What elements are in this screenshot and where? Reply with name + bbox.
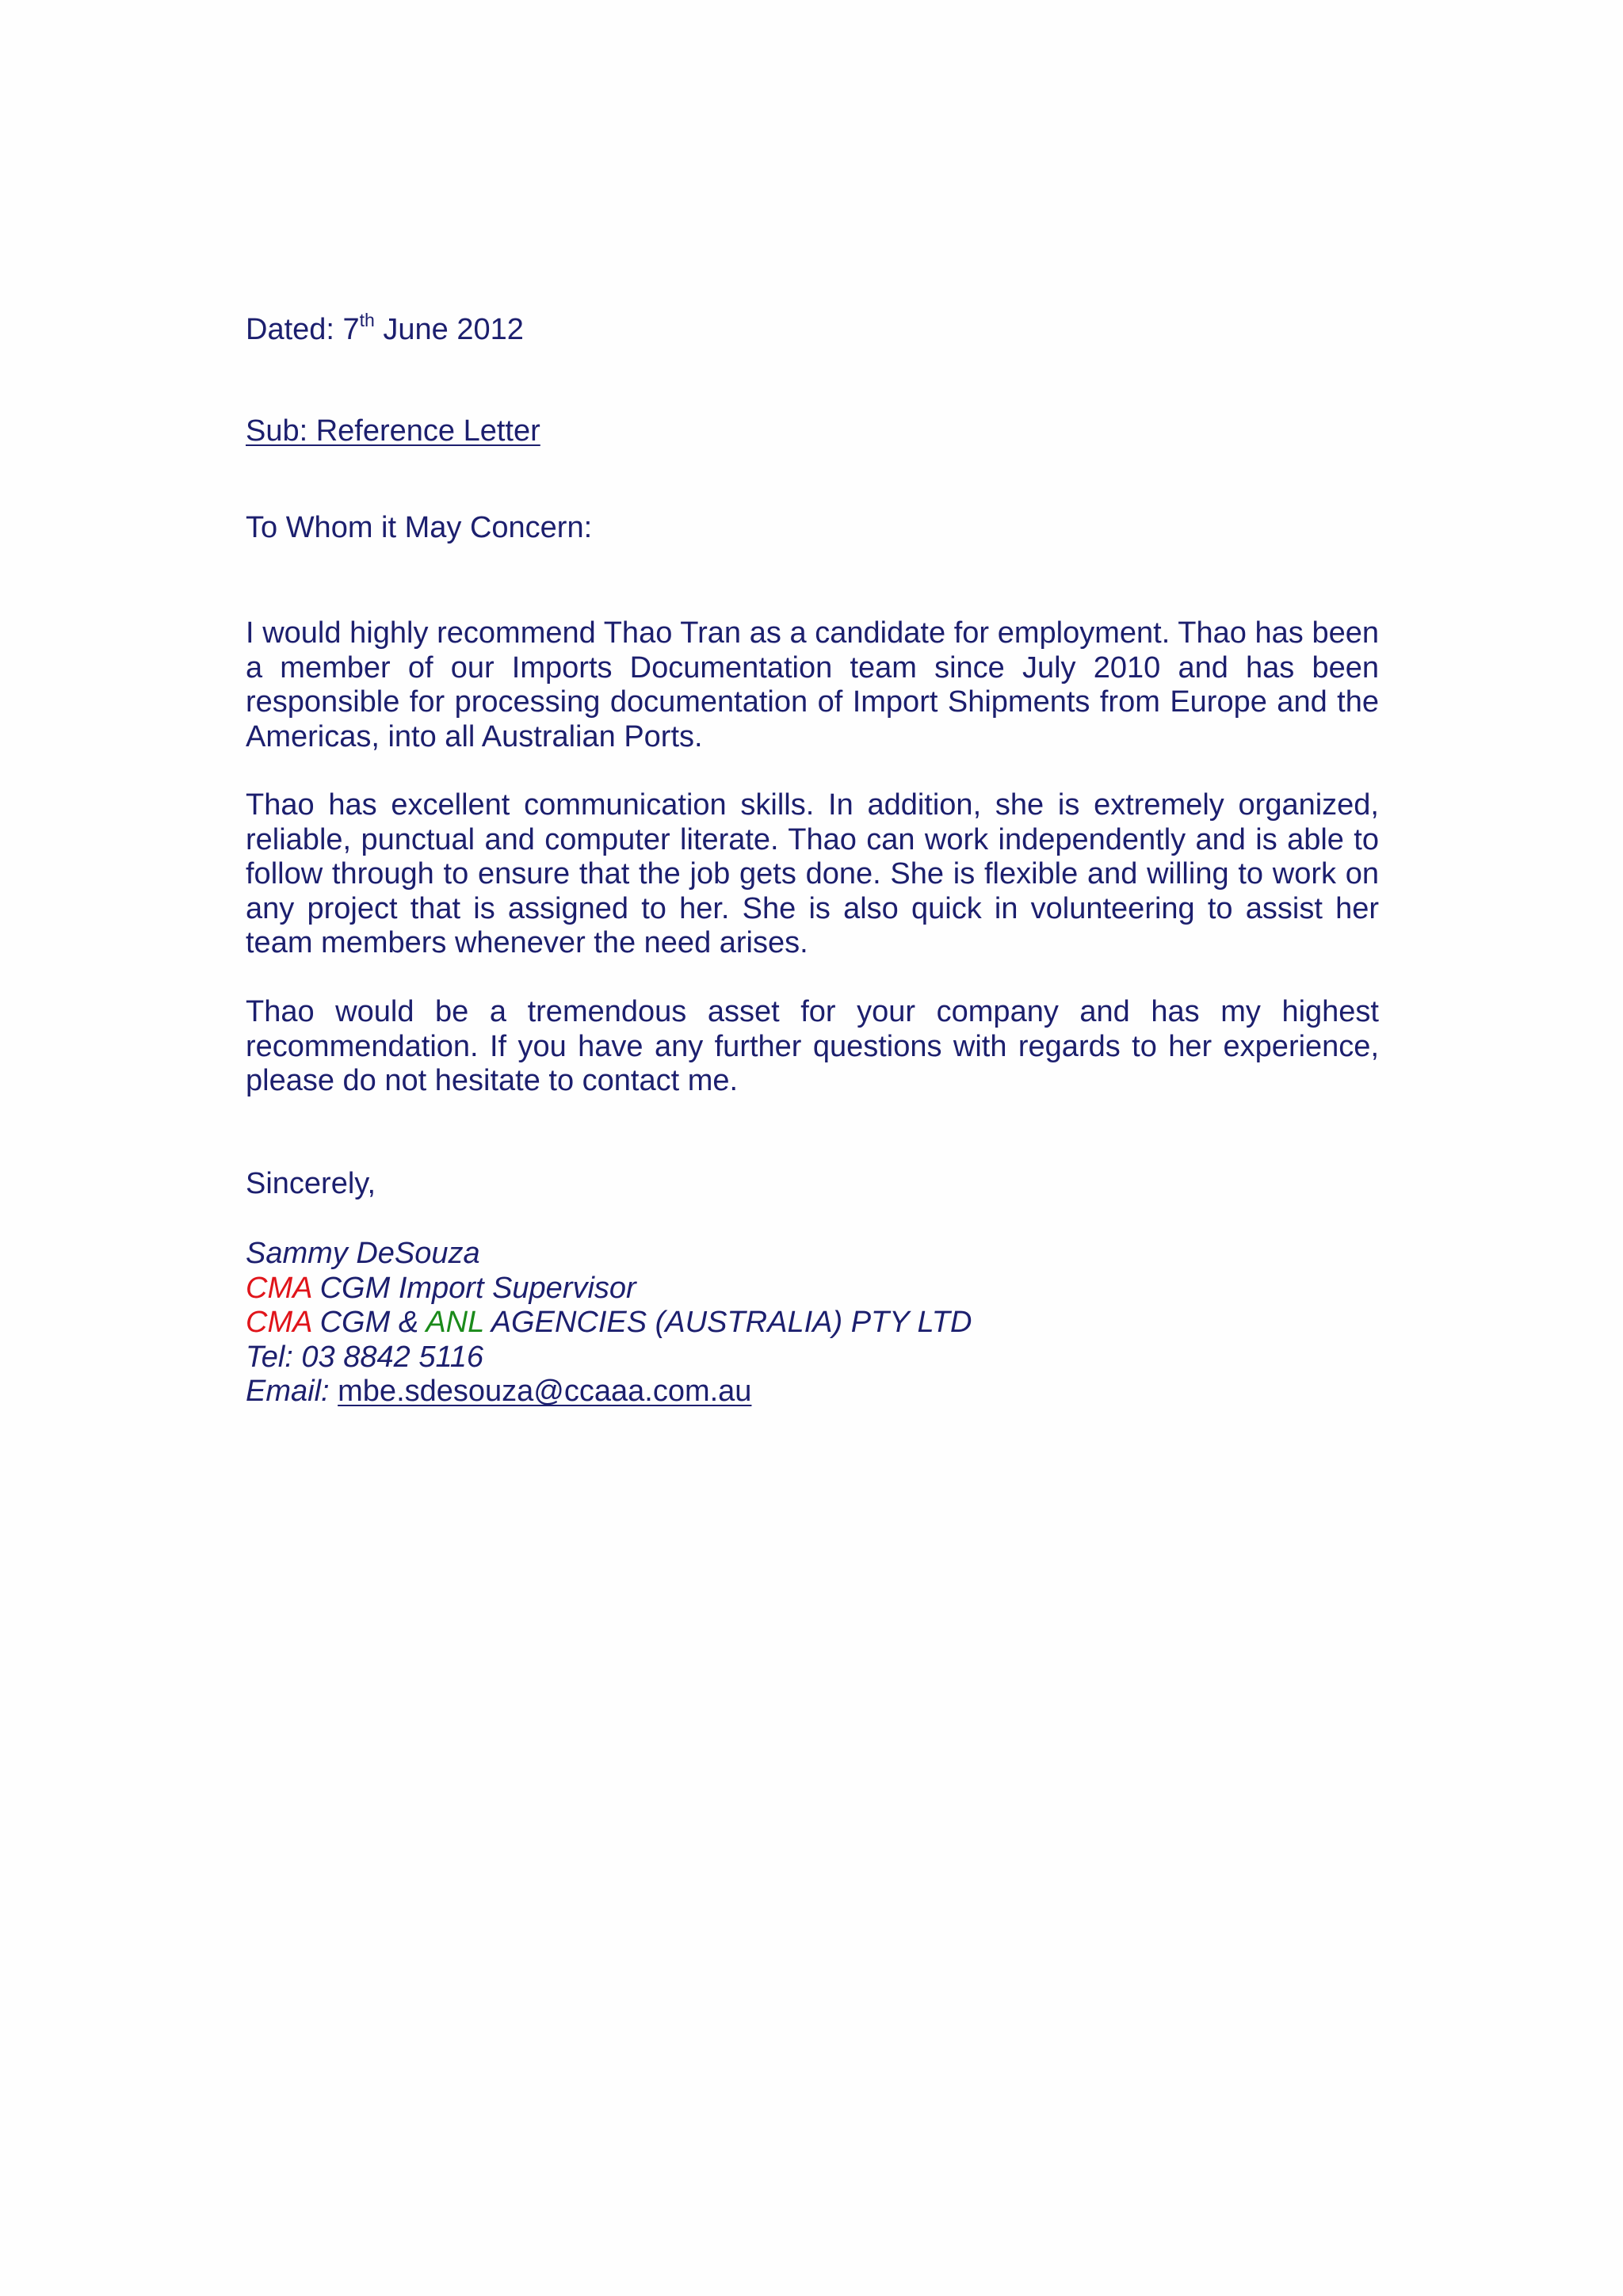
signatory-name: Sammy DeSouza: [246, 1237, 480, 1270]
signatory-company: [246, 1306, 1379, 1341]
signatory-title: [246, 1272, 1379, 1306]
letter-date: [246, 310, 1379, 348]
letter-salutation: To Whom it May Concern:: [246, 511, 593, 544]
date-prefix: Dated: 7: [246, 313, 360, 346]
company-mid: CGM &: [311, 1306, 426, 1339]
email-link[interactable]: mbe.sdesouza@ccaaa.com.au: [338, 1375, 752, 1408]
email-label: Email:: [246, 1375, 338, 1408]
signature-block: [246, 1237, 1379, 1409]
brand-cma: CMA: [246, 1306, 312, 1339]
date-ordinal-suffix: th: [359, 310, 375, 331]
title-rest: CGM Import Supervisor: [311, 1271, 636, 1305]
signatory-tel: Tel: 03 8842 5116: [246, 1340, 484, 1374]
letter-subject: [246, 414, 1379, 449]
brand-anl: ANL: [426, 1306, 484, 1339]
date-rest: June 2012: [374, 313, 524, 346]
company-rest: AGENCIES (AUSTRALIA) PTY LTD: [483, 1306, 972, 1339]
letter-closing: Sincerely,: [246, 1167, 376, 1200]
brand-cma: CMA: [246, 1271, 312, 1305]
subject-text: Sub: Reference Letter: [246, 414, 540, 448]
signatory-email-line: [246, 1375, 1379, 1409]
body-paragraph-3: Thao would be a tremendous asset for your company and has my highest recommendation. If you have any further questions with regards to her experience, please do not hesitate to contact me.: [246, 995, 1379, 1097]
body-paragraph-1: I would highly recommend Thao Tran as a candidate for employment. Thao has been a member of our Imports Documentation team since July 2010 and has been responsible for processing documentation of Import Shipments from Europe and the Americas, into all Australian Ports.: [246, 616, 1379, 753]
body-paragraph-2: Thao has excellent communication skills. In addition, she is extremely organized, reliable, punctual and computer literate. Thao can work independently and is able to follow through to ensure that the job gets done. She is flexible and willing to work on any project that is assigned to her. She is also quick in volunteering to assist her team members whenever the need arises.: [246, 788, 1379, 959]
